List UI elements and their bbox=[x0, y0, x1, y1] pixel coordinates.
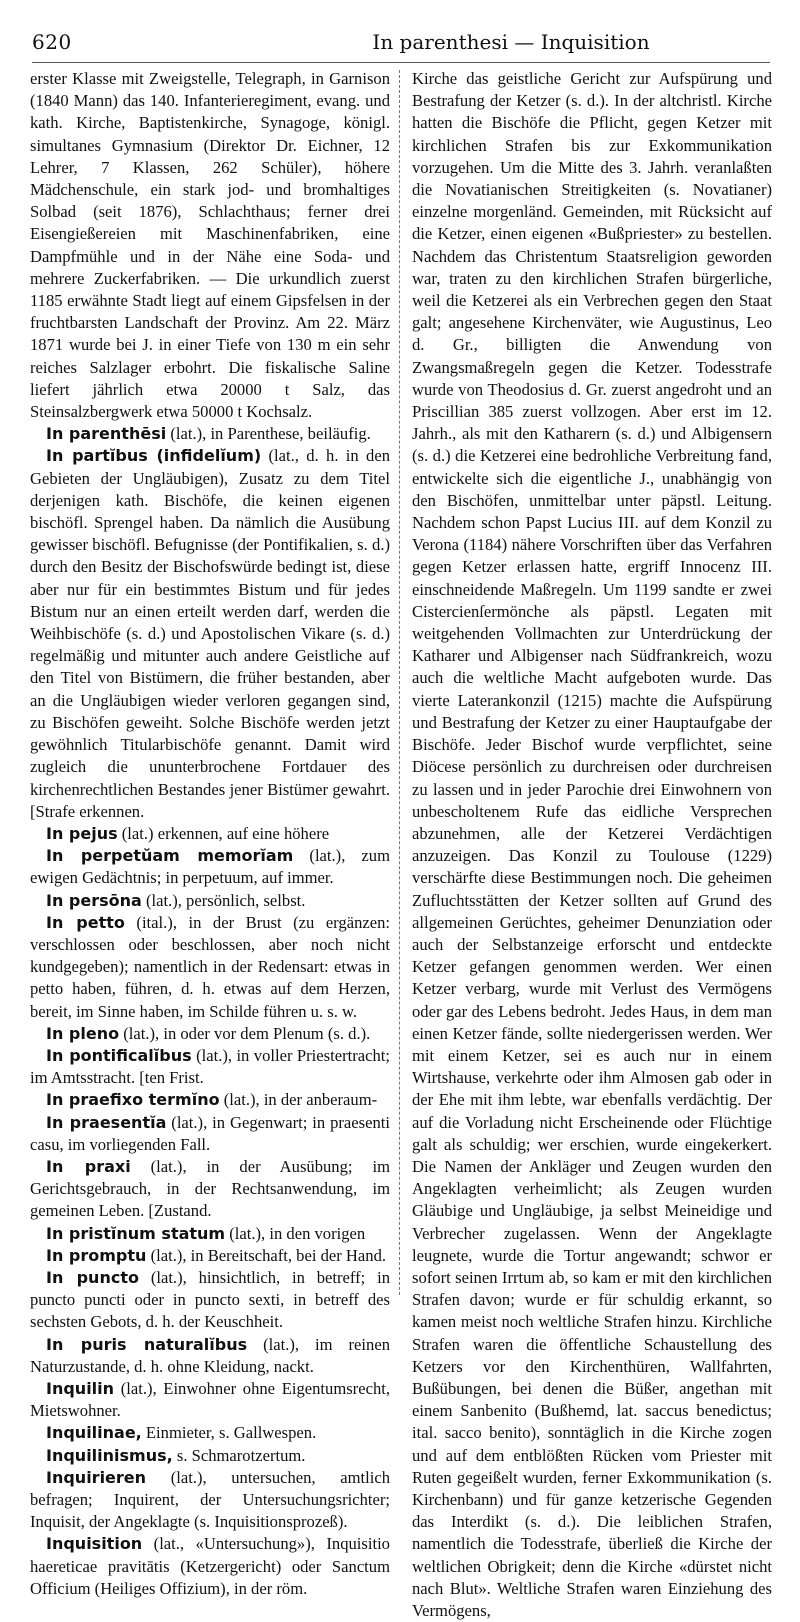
entry-text: (lat.), untersuchen, amtlich befragen; Inquirent, der Untersuchungsrichter; Inquisit, der Angeklagte (s. Inquisitionsprozeß). bbox=[30, 1467, 390, 1532]
entry-headword: In petto bbox=[46, 912, 125, 932]
entry-headword: In pleno bbox=[46, 1023, 120, 1043]
entry-text: (lat.), zum ewigen Gedächtnis; in perpetuum, auf immer. bbox=[30, 846, 390, 888]
dictionary-entry bbox=[30, 890, 390, 912]
entry-headword: In pristĭnum statum bbox=[46, 1223, 226, 1243]
entry-headword: In perpetŭam memorĭam bbox=[46, 846, 294, 866]
column-divider bbox=[399, 70, 401, 1295]
entry-headword: In praxi bbox=[46, 1156, 131, 1176]
entry-headword: In pejus bbox=[46, 823, 118, 843]
dictionary-entry bbox=[30, 1223, 390, 1245]
entry-text: Kirche das geistliche Gericht zur Aufspürung und Bestrafung der Ketzer (s. d.). In der altchristl. Kirche hatten die Bischöfe die Pflicht, gegen Ketzer mit kirchlichen Strafen bis zur Exkommunikation vorzugehen. Um die Mitte des 3. Jahrh. veranlaßten die Novatianischen Streitigkeiten (s. Novatianer) einzelne morgenländ. Gemeinden, mit Rücksicht auf die Ketzer, einen eigenen «Bußpriester» zu bestellen. Nachdem das Christentum Staatsreligion geworden war, traten zu den kirchlichen Strafen bürgerliche, weil die Ketzerei als ein Verbrechen gegen den Staat galt; angesehene Kirchenväter, wie Augustinus, Leo d. Gr., billigten die Anwendung von Zwangsmaßregeln gegen die Ketzer. Todesstrafe wurde von Theodosius d. Gr. zuerst angedroht und an Priscillian 385 zuerst vollzogen. Aber erst im 12. Jahrh., als mit den Katharern (s. d.) und Albigensern (s. d.) die Ketzerei eine bedrohliche Verbreitung fand, entwickelte sich die eigentliche J., unabhängig von den Bischöfen, unmittelbar unter päpstl. Leitung. Nachdem schon Papst Lucius III. auf dem Konzil zu Verona (1184) nähere Vorschriften über das Verfahren gegen Ketzer erlassen hatte, ergriff Innocenz III. einschneidende Maßregeln. Um 1199 sandte er zwei Cistercienſermönche als päpstl. Legaten mit weitgehenden Vollmachten zur Unterdrückung der Katharer und Albigenser nach Südfrankreich, wozu auch die weltliche Macht aufgeboten wurde. Das vierte Laterankonzil (1215) machte die Aufspürung und Bestrafung der Ketzer zu einer Hauptaufgabe der Bischöfe. Jeder Bischof wurde verpflichtet, seine Diöcese persönlich zu durchreisen oder durchreisen zu lassen und in jeder Parochie drei Einwohnern von unbescholtenem Rufe das eidliche Versprechen abzunehmen, alle der Ketzerei Verdächtigen anzuzeigen. Das Konzil zu Toulouse (1229) verschärfte diese Bestimmungen noch. Die geheimen Zufluchtsstätten der Ketzer sollten auf Grund des allgemeinen Gerüchtes, geheimer Denunziation oder auch der Selbstanzeige erforscht und entdeckte Ketzer gefangen genommen werden. Wer einen Ketzer verbarg, wurde mit Verlust des Vermögens oder gar des Lebens bedroht. Jedes Haus, in dem man einen Ketzer fände, sollte niedergerissen werden. Wer mit einem Ketzer, sei es auch nur in einem Wirtshause, verkehrte oder ihm Almosen gab oder in der Ehe mit ihm lebte, war ebenfalls verdächtig. Der auf die Vorladung nicht Erscheinende oder Flüchtige galt als schuldig; wer erschien, wurde eingekerkert. Die Namen der Ankläger und Zeugen wurden den Angeklagten verheimlicht; als Zeugen wurden Gläubige und Ungläubige, ja selbst Meineidige und Verbrecher zugelassen. Wenn der Angeklagte leugnete, wurde die Tortur angewandt; schwor er sofort seinen Irrtum ab, so kam er mit den kirchlichen Strafen davon; wurde er für schuldig erkannt, so kamen meist noch weltliche Strafen hinzu. Kirchliche Strafen waren die öffentliche Schaustellung des Ketzers vor den Kirchenthüren, Wallfahrten, Bußübungen, bei denen die Büßer, angethan mit einem Sanbenito (Bußhemd, lat. saccus benedictus; ital. sacco benito), sonntäglich in die Kirche zogen und auf dem entblößten Rücken vom Priester mit Ruten gegeißelt wurden, ferner Exkommunikation (s. Kirchenbann) und für ganze ketzerische Gegenden das Interdikt (s. d.). Die leiblichen Strafen, namentlich die Todesstrafe, überließ die Kirche der weltlichen Obrigkeit; denn die Kirche «dürstet nicht nach Blut». Weltliche Strafen waren Einziehung des Vermögens, bbox=[412, 69, 772, 1621]
entry-text: (lat.), in oder vor dem Plenum (s. d.). bbox=[123, 1023, 371, 1043]
dictionary-entry bbox=[30, 1533, 390, 1600]
dictionary-entry bbox=[30, 1245, 390, 1267]
entry-text: Einmieter, s. Gallwespen. bbox=[145, 1423, 317, 1443]
entry-text: (lat.), Einwohner ohne Eigentumsrecht, Mietswohner. bbox=[30, 1378, 390, 1421]
left-column bbox=[30, 68, 390, 1600]
entry-headword: In promptu bbox=[46, 1245, 147, 1265]
dictionary-entry bbox=[412, 68, 772, 1622]
dictionary-entry bbox=[30, 445, 390, 822]
dictionary-entry bbox=[30, 1112, 390, 1156]
dictionary-entry bbox=[30, 1378, 390, 1422]
dictionary-entry bbox=[30, 845, 390, 889]
dictionary-entry bbox=[30, 1045, 390, 1089]
entry-text: (lat., «Untersuchung»), Inquisitio haereticae pravitātis (Ketzergericht) oder Sanctum Officium (Heiliges Offizium), in der röm. bbox=[30, 1534, 390, 1598]
entry-headword: Inquilinismus, bbox=[46, 1445, 173, 1465]
entry-headword: In partĭbus (infidelĭum) bbox=[46, 446, 262, 466]
entry-text: (lat.), im reinen Naturzustande, d. h. ohne Kleidung, nackt. bbox=[30, 1334, 390, 1376]
entry-text: s. Schmarotzertum. bbox=[176, 1445, 306, 1465]
page-header bbox=[32, 28, 770, 63]
entry-headword: Inquilin bbox=[46, 1378, 115, 1398]
entry-headword: In parenthēsi bbox=[46, 424, 167, 444]
entry-text: (lat.), in den vorigen bbox=[229, 1223, 366, 1243]
entry-headword: In praefixo termĭno bbox=[46, 1090, 220, 1110]
entry-headword: In persōna bbox=[46, 890, 142, 910]
entry-text: (lat.) erkennen, auf eine höhere bbox=[121, 823, 330, 843]
entry-text: (lat.), in Parenthese, beiläufig. bbox=[170, 424, 371, 444]
dictionary-entry bbox=[30, 1422, 390, 1444]
entry-text: (lat.), in der anberaum- bbox=[223, 1090, 378, 1110]
dictionary-entry bbox=[30, 1267, 390, 1334]
entry-headword: In puncto bbox=[46, 1267, 139, 1287]
dictionary-entry bbox=[30, 1156, 390, 1223]
dictionary-entry bbox=[30, 823, 390, 845]
entry-text: (lat.), in der Ausübung; im Gerichtsgebrauch, in der Rechtsanwendung, im gemeinen Leben. [Zustand. bbox=[30, 1156, 390, 1221]
entry-headword: In pontificalĭbus bbox=[46, 1045, 192, 1065]
dictionary-entry bbox=[30, 423, 390, 445]
dictionary-entry bbox=[30, 1334, 390, 1378]
entry-text: (ital.), in der Brust (zu ergänzen: verschlossen oder beschlossen, aber noch nicht kundgegeben); namentlich in der Redensart: etwas in petto haben, führen, d. h. etwas auf dem Herzen, bereit, im Sinne haben, im Schilde führen u. s. w. bbox=[30, 912, 391, 1021]
entry-headword: Inquirieren bbox=[46, 1467, 147, 1487]
page-number: 620 bbox=[32, 30, 72, 54]
entry-text: (lat.), in voller Priestertracht; im Amtsstracht. [ten Frist. bbox=[30, 1045, 390, 1088]
dictionary-entry bbox=[30, 1445, 390, 1467]
entry-text: (lat.), in Gegenwart; in praesenti casu, im vorliegenden Fall. bbox=[30, 1112, 390, 1154]
dictionary-entry bbox=[30, 1023, 390, 1045]
entry-headword: Inquilinae, bbox=[46, 1423, 142, 1443]
entry-text: (lat.), in Bereitschaft, bei der Hand. bbox=[150, 1245, 387, 1265]
entry-headword: In puris naturalĭbus bbox=[46, 1334, 248, 1354]
dictionary-entry bbox=[30, 1467, 390, 1534]
dictionary-entry bbox=[30, 1089, 390, 1111]
entry-text: (lat.), persönlich, selbst. bbox=[145, 890, 306, 910]
entry-headword: Inquisition bbox=[46, 1534, 143, 1554]
running-head: In parenthesi — Inquisition bbox=[372, 30, 650, 54]
entry-text: erster Klasse mit Zweigstelle, Telegraph, in Garnison (1840 Mann) das 140. Infanterieregiment, evang. und kath. Kirche, Baptistenkirche, Synagoge, königl. simultanes Gymnasium (Direktor Dr. Eichner, 12 Lehrer, 7 Klassen, 262 Schüler), höhere Mädchenschule, ein stark jod- und bromhaltiges Solbad (seit 1876), Schlachthaus; ferner drei Eisengießereien mit Maschinenfabriken, eine Dampfmühle und in der Nähe eine Soda- und mehrere Zuckerfabriken. — Die urkundlich zuerst 1185 erwähnte Stadt liegt auf einem Gipsfelsen in der fruchtbarsten Landschaft der Provinz. Am 22. März 1871 wurde bei J. in einer Tiefe von 130 m ein sehr reiches Salzlager erbohrt. Die fiskalische Saline liefert jährlich etwa 20000 t Salz, das Steinsalzbergwerk etwa 50000 t Kochsalz. bbox=[30, 69, 390, 422]
entry-text: (lat.), hinsichtlich, in betreff; in puncto puncti oder in puncto sexti, in betreff des sechsten Gebots, d. h. der Keuschheit. bbox=[30, 1267, 390, 1332]
dictionary-entry bbox=[30, 68, 390, 423]
dictionary-entry bbox=[30, 912, 390, 1023]
entry-headword: In praesentĭa bbox=[46, 1112, 167, 1132]
right-column bbox=[412, 68, 772, 1622]
entry-text: (lat., d. h. in den Gebieten der Ungläubigen), Zusatz zu dem Titel derjenigen kath. Bischöfe, die keinen eigenen bischöfl. Sprengel haben. Da nämlich die Ausübung gewisser bischöfl. Befugnisse (der Pontifikalien, s. d.) durch den Besitz der Bischofswürde bedingt ist, diese aber nur für ein bestimmtes Bistum und für jedes Bistum nur an einen erteilt werden darf, werden die Weihbischöfe (s. d.) und Apostolischen Vikare (s. d.) regelmäßig und mitunter auch andere Geistliche auf den Titel von Bistümern, die früher bestanden, aber an die Ungläubigen wieder verloren gegangen sind, zu Bischöfen geweiht. Solche Bischöfe werden jetzt gewöhnlich Titularbischöfe genannt. Damit wird zugleich die ununterbrochene Fortdauer des kirchenrechtlichen Bestandes jener Bistümer gewahrt. [Strafe erkennen. bbox=[30, 446, 390, 821]
